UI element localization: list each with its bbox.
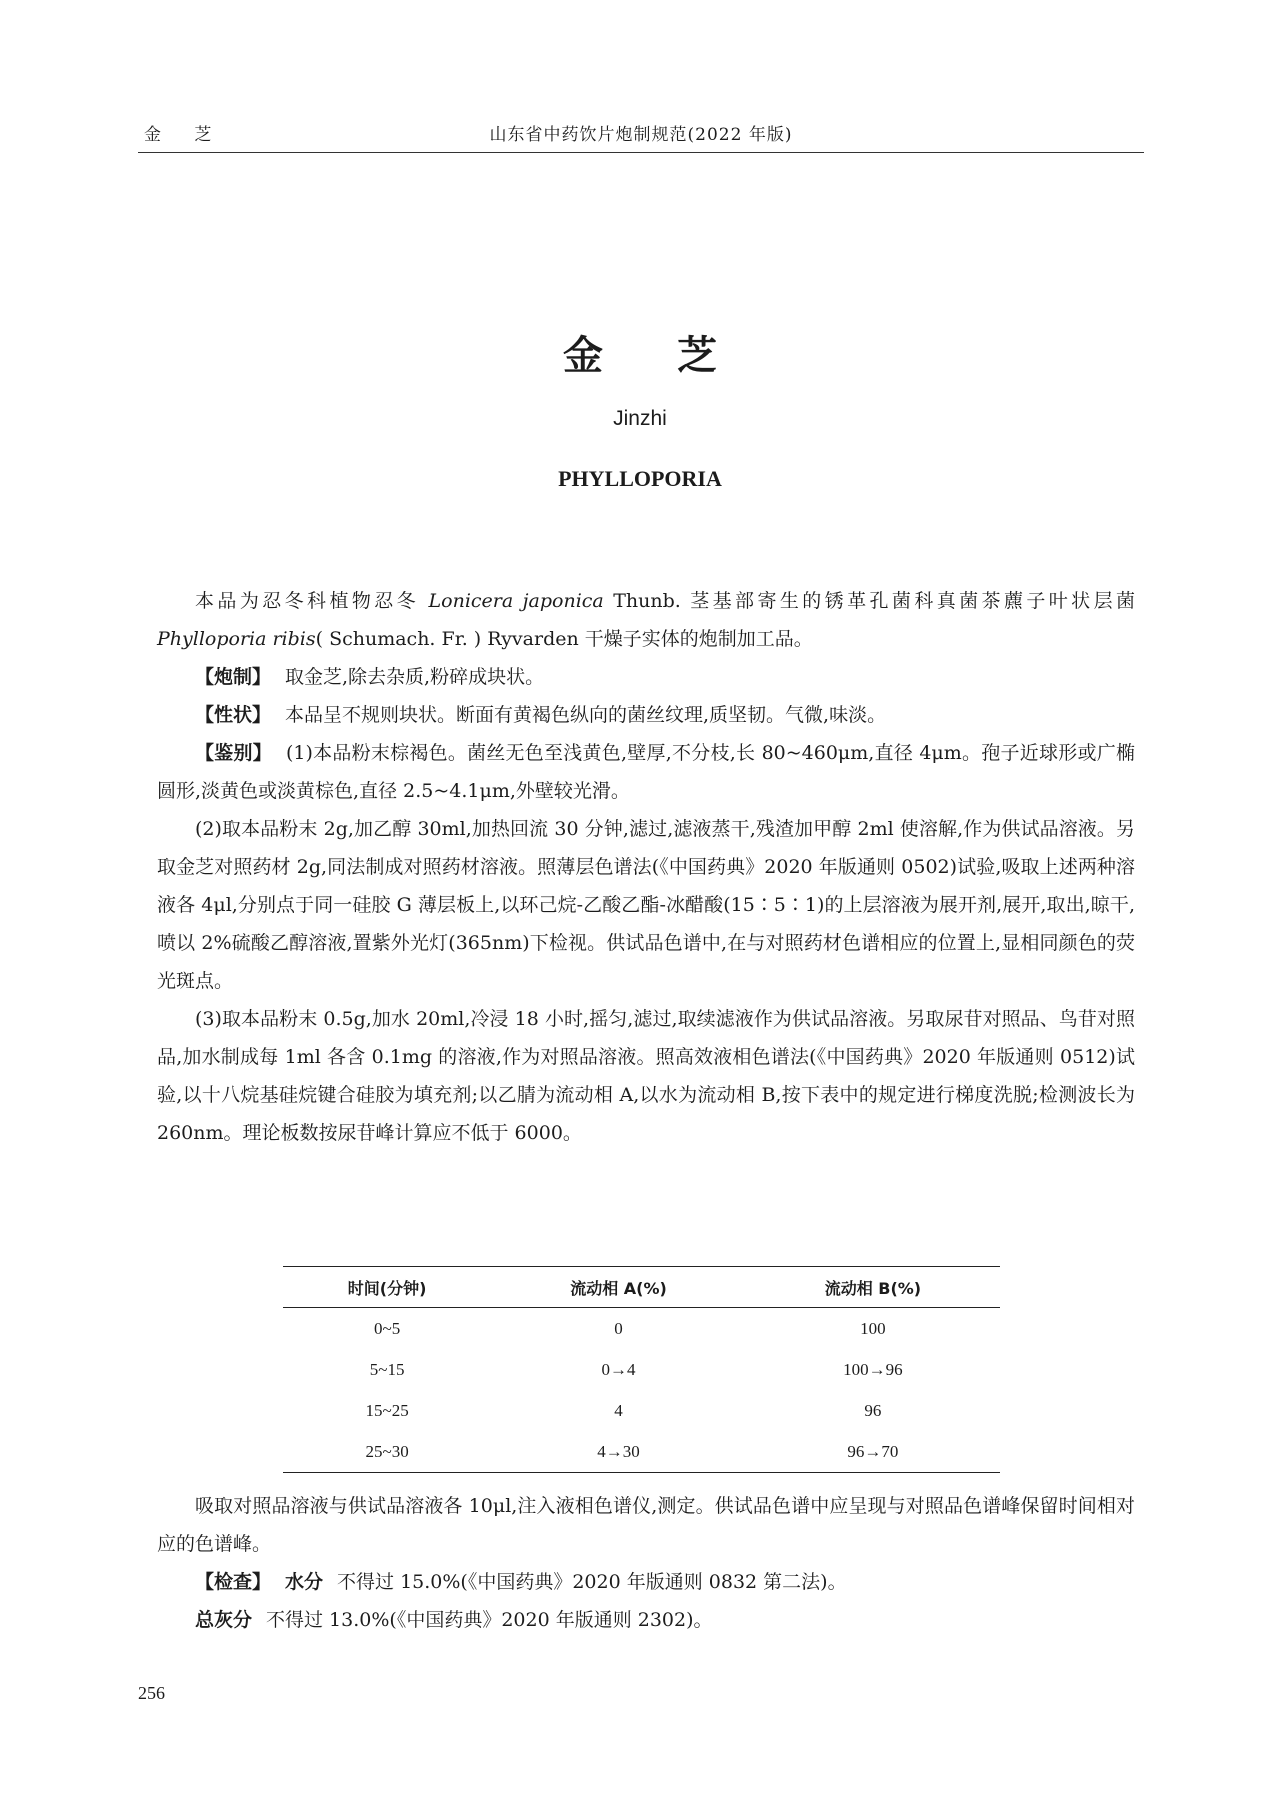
table-row: 0~5 0 100	[374, 1318, 886, 1338]
header-book-title: 山东省中药饮片炮制规范(2022 年版)	[489, 125, 793, 145]
header-drug-name: 金 芝	[144, 125, 226, 145]
identification-tlc-paragraph: (2)取本品粉末 2g,加乙醇 30ml,加热回流 30 分钟,滤过,滤液蒸干,残渣加甲醇 2ml 使溶解,作为供试品溶液。另取金芝对照药材 2g,同法制成对照药材溶液。照薄层色谱法(《中国药典》2020 年版通则 0502)试验,吸取上述两种溶液各 4μl,分别点于同一硅胶 G 薄层板上,以环己烷-乙酸乙酯-冰醋酸(15∶5∶1)的上层溶液为展开剂,展开,取出,晾干,喷以 2%硫酸乙醇溶液,置紫外光灯(365nm)下检视。供试品色谱中,在与对照药材色谱相应的位置上,显相同颜色的荧光斑点。	[157, 818, 1135, 992]
column-header-phase-a: 流动相 A(%)	[491, 1267, 746, 1308]
inspection-label: 【检查】	[195, 1571, 272, 1593]
monograph-body	[157, 582, 1135, 1152]
column-header-time: 时间(分钟)	[283, 1267, 491, 1308]
latin-name: PHYLLOPORIA	[558, 466, 722, 491]
species-phylloporia: Phylloporia ribis	[157, 628, 316, 650]
identification-section: 【鉴别】 (1)本品粉末棕褐色。菌丝无色至浅黄色,壁厚,不分枝,长 80~460μm,直径 4μm。孢子近球形或广椭圆形,淡黄色或淡黄棕色,直径 2.5~4.1μm,外壁较光滑。	[157, 742, 1135, 802]
table-row: 5~15 0→4 100→96	[369, 1359, 903, 1379]
injection-paragraph: 吸取对照品溶液与供试品溶液各 10μl,注入液相色谱仪,测定。供试品色谱中应呈现与对照品色谱峰保留时间相对应的色谱峰。	[157, 1495, 1135, 1555]
processing-section: 【炮制】 取金芝,除去杂质,粉碎成块状。	[195, 666, 545, 688]
pinyin-name: Jinzhi	[613, 407, 667, 430]
water-label: 水分	[285, 1571, 324, 1593]
running-header	[138, 112, 1144, 153]
species-lonicera: Lonicera japonica	[428, 590, 604, 612]
column-header-phase-b: 流动相 B(%)	[746, 1267, 1000, 1308]
table-row: 25~30 4→30 96→70	[365, 1441, 899, 1461]
gradient-table	[283, 1266, 1000, 1473]
character-section: 【性状】 本品呈不规则块状。断面有黄褐色纵向的菌丝纹理,质坚韧。气微,味淡。	[195, 704, 887, 726]
ash-label: 总灰分	[195, 1609, 253, 1631]
identification-hplc-paragraph: (3)取本品粉末 0.5g,加水 20ml,冷浸 18 小时,摇匀,滤过,取续滤液作为供试品溶液。另取尿苷对照品、鸟苷对照品,加水制成每 1ml 各含 0.1mg 的溶液,作为对照品溶液。照高效液相色谱法(《中国药典》2020 年版通则 0512)试验,以十八烷基硅烷键合硅胶为填充剂;以乙腈为流动相 A,以水为流动相 B,按下表中的规定进行梯度洗脱;检测波长为 260nm。理论板数按尿苷峰计算应不低于 6000。	[157, 1008, 1135, 1144]
table-header-row	[283, 1267, 1000, 1308]
page-title: 金 芝	[563, 333, 747, 379]
ash-section: 总灰分 不得过 13.0%(《中国药典》2020 年版通则 2302)。	[195, 1609, 713, 1631]
intro-paragraph: 本品为忍冬科植物忍冬 Lonicera japonica Thunb. 茎基部寄生的锈革孔菌科真菌茶藨子叶状层菌 Phylloporia ribis( Schumach. Fr. ) Ryvarden 干燥子实体的炮制加工品。	[157, 590, 1135, 650]
inspection-section: 【检查】 水分 不得过 15.0%(《中国药典》2020 年版通则 0832 第二法)。	[195, 1571, 847, 1593]
character-label: 【性状】	[195, 704, 272, 726]
post-table-text	[157, 1487, 1135, 1639]
table-row: 15~25 4 96	[365, 1400, 882, 1420]
processing-label: 【炮制】	[195, 666, 272, 688]
identification-label: 【鉴别】	[195, 742, 272, 764]
page-number: 256	[138, 1683, 165, 1703]
